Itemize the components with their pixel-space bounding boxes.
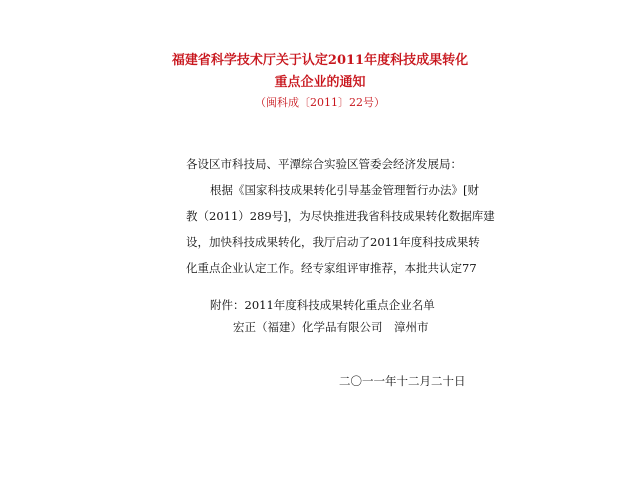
document-title-line-1: 福建省科学技术厅关于认定2011年度科技成果转化 bbox=[171, 53, 469, 68]
body-paragraph-line: 化重点企业认定工作。经专家组评审推荐，本批共认定77 bbox=[186, 261, 477, 275]
body-paragraph-line: 根据《国家科技成果转化引导基金管理暂行办法》[财 bbox=[210, 183, 479, 197]
company-entry: 宏正（福建）化学品有限公司 漳州市 bbox=[233, 320, 429, 334]
document-number: （闽科成〔2011〕22号） bbox=[255, 96, 385, 109]
body-paragraph-line: 设，加快科技成果转化，我厅启动了2011年度科技成果转 bbox=[186, 235, 480, 249]
document-title-line-2: 重点企业的通知 bbox=[274, 75, 366, 90]
issue-date: 二〇一一年十二月二十日 bbox=[339, 374, 466, 388]
body-paragraph-line: 教（2011）289号]，为尽快推进我省科技成果转化数据库建 bbox=[186, 209, 495, 223]
salutation: 各设区市科技局、平潭综合实验区管委会经济发展局： bbox=[186, 157, 462, 171]
attachment-note: 附件：2011年度科技成果转化重点企业名单 bbox=[210, 298, 435, 312]
